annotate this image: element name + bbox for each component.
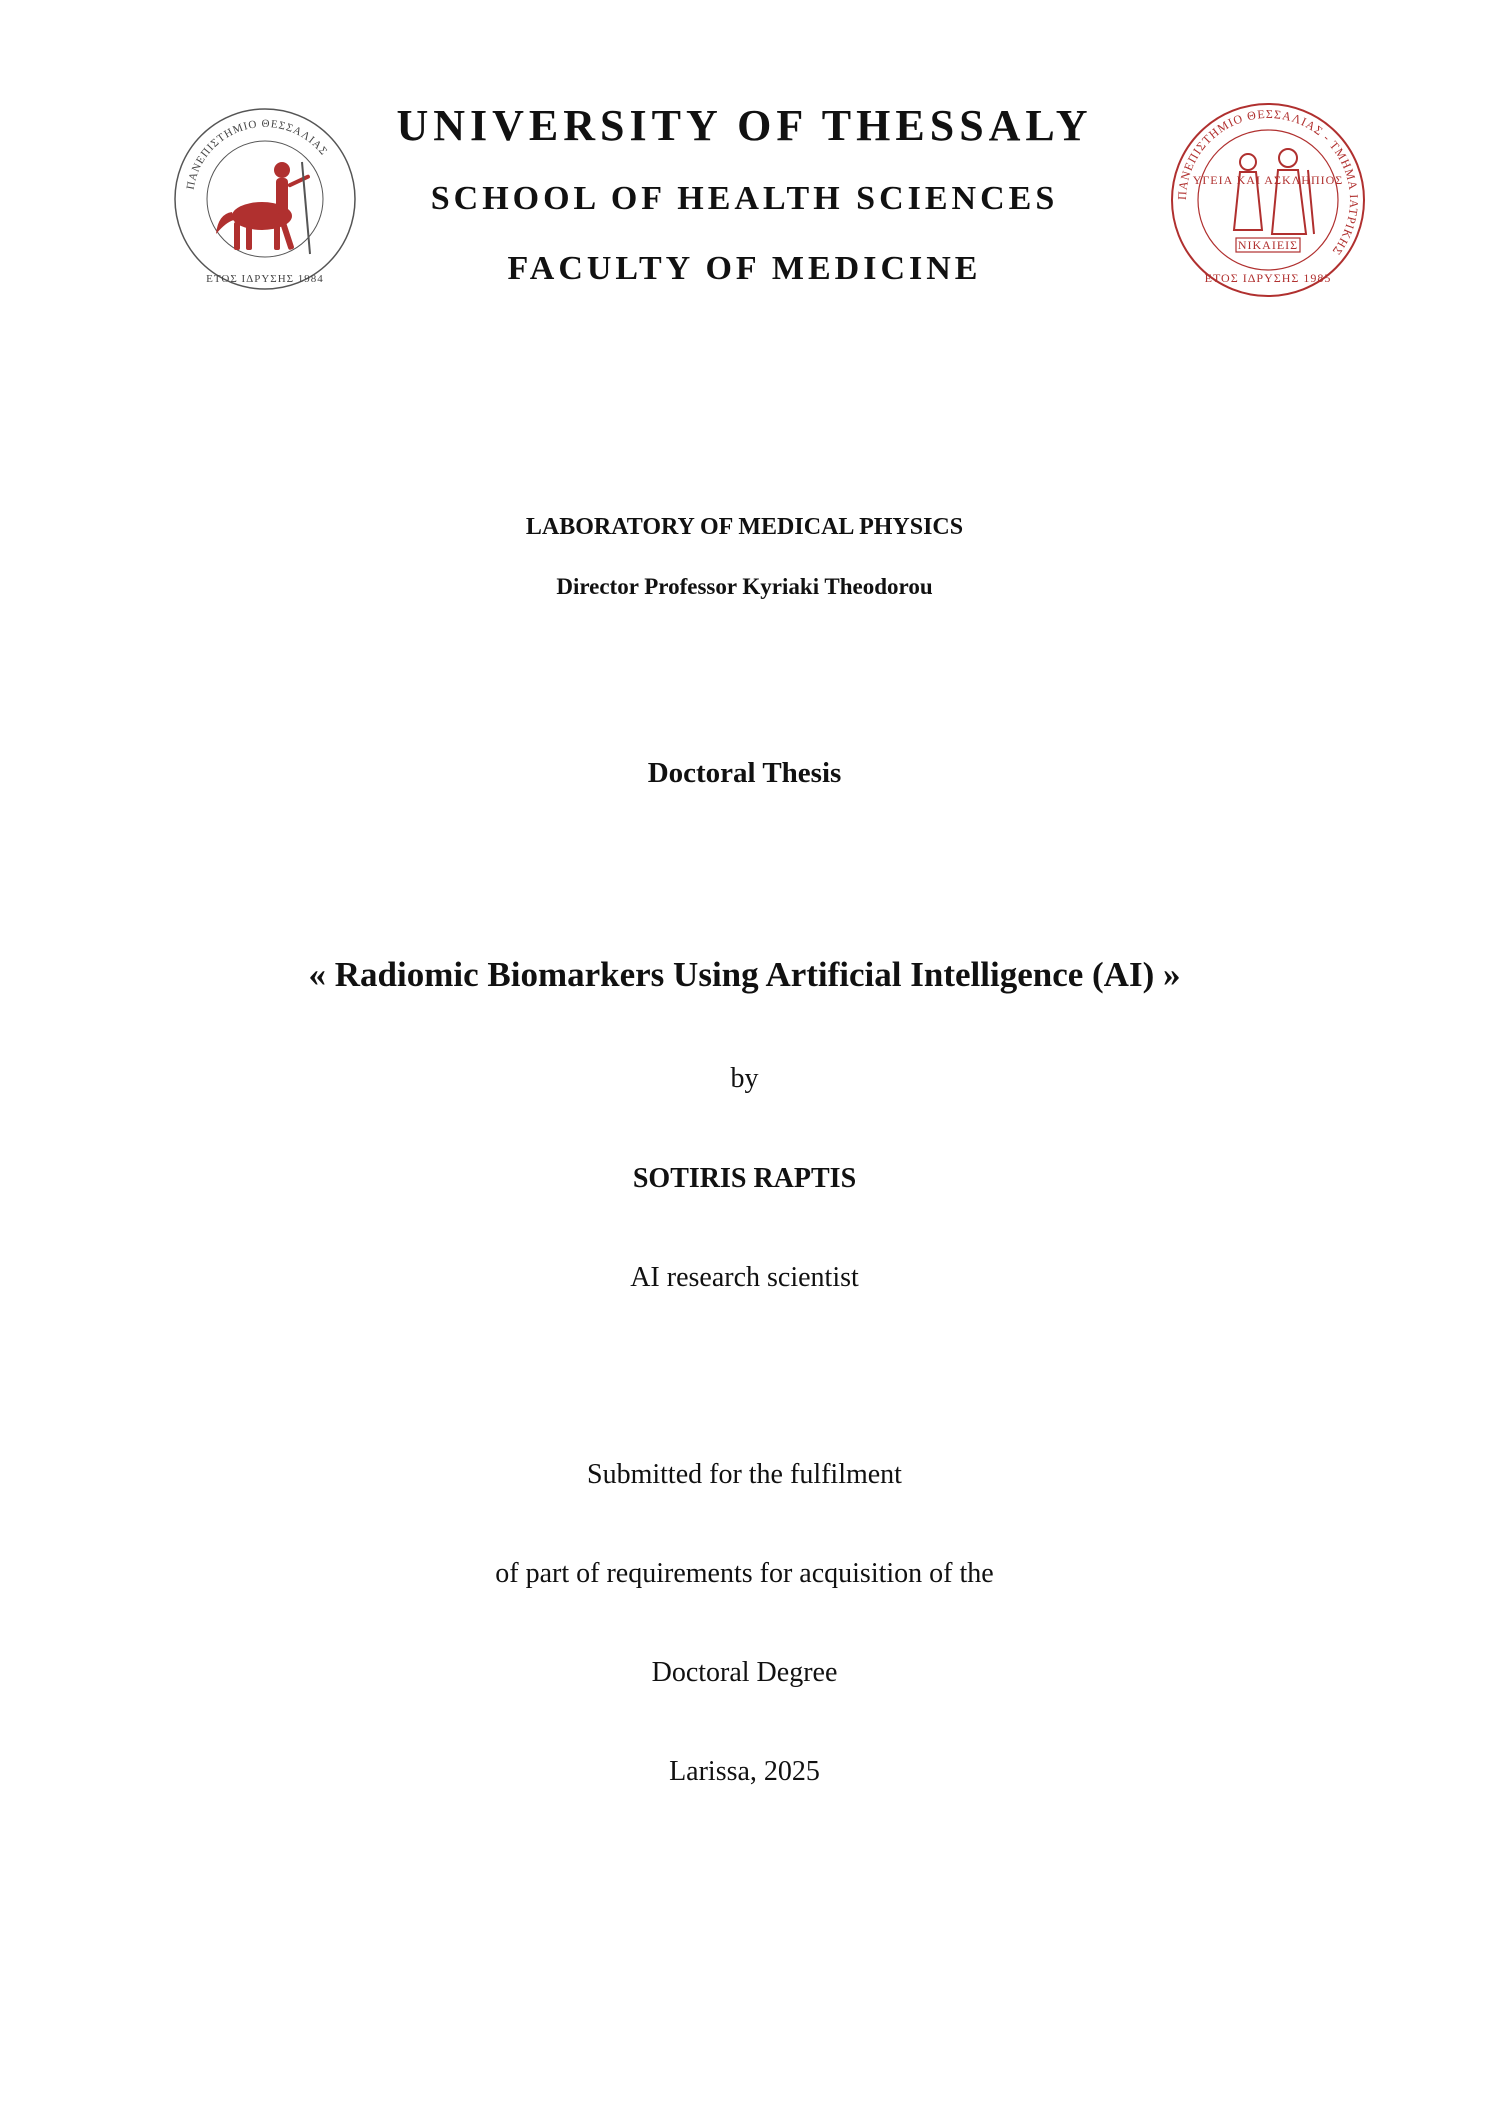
thesis-type: Doctoral Thesis (647, 757, 842, 789)
school-name: SCHOOL OF HEALTH SCIENCES (430, 180, 1059, 217)
submission-line-1: Submitted for the fulfilment (587, 1459, 902, 1490)
thesis-title: « Radiomic Biomarkers Using Artificial Intelligence (AI) » (308, 955, 1181, 994)
university-name: UNIVERSITY OF THESSALY (396, 101, 1093, 150)
by-label: by (730, 1063, 759, 1094)
laboratory-name: LABORATORY OF MEDICAL PHYSICS (525, 514, 964, 540)
faculty-name: FACULTY OF MEDICINE (507, 250, 982, 287)
submission-line-2: of part of requirements for acquisition of the (495, 1558, 994, 1589)
laboratory-director: Director Professor Kyriaki Theodorou (556, 574, 933, 599)
right-seal-center-text: ΥΓΕΙΑ ΚΑΙ ΑΣΚΛΗΠΙΟΣ (1192, 173, 1344, 187)
right-seal-ring-text: ΠΑΝΕΠΙΣΤΗΜΙΟ ΘΕΣΣΑΛΙΑΣ - ΤΜΗΜΑ ΙΑΤΡΙΚΗΣ (1174, 106, 1362, 259)
author-name: SOTIRIS RAPTIS (632, 1163, 857, 1194)
right-seal-bottom-text: ΕΤΟΣ ΙΔΡΥΣΗΣ 1985 (1204, 271, 1332, 285)
place-and-date: Larissa, 2025 (669, 1756, 820, 1787)
left-seal-bottom-text: ΕΤΟΣ ΙΔΡΥΣΗΣ 1984 (206, 273, 324, 285)
author-role: AI research scientist (630, 1262, 859, 1293)
submission-line-3: Doctoral Degree (651, 1657, 838, 1688)
right-seal-banner-text: ΝΙΚΑΙΕΙΣ (1237, 238, 1299, 252)
left-seal-ring-text: ΠΑΝΕΠΙΣΤΗΜΙΟ ΘΕΣΣΑΛΙΑΣ (184, 117, 330, 191)
